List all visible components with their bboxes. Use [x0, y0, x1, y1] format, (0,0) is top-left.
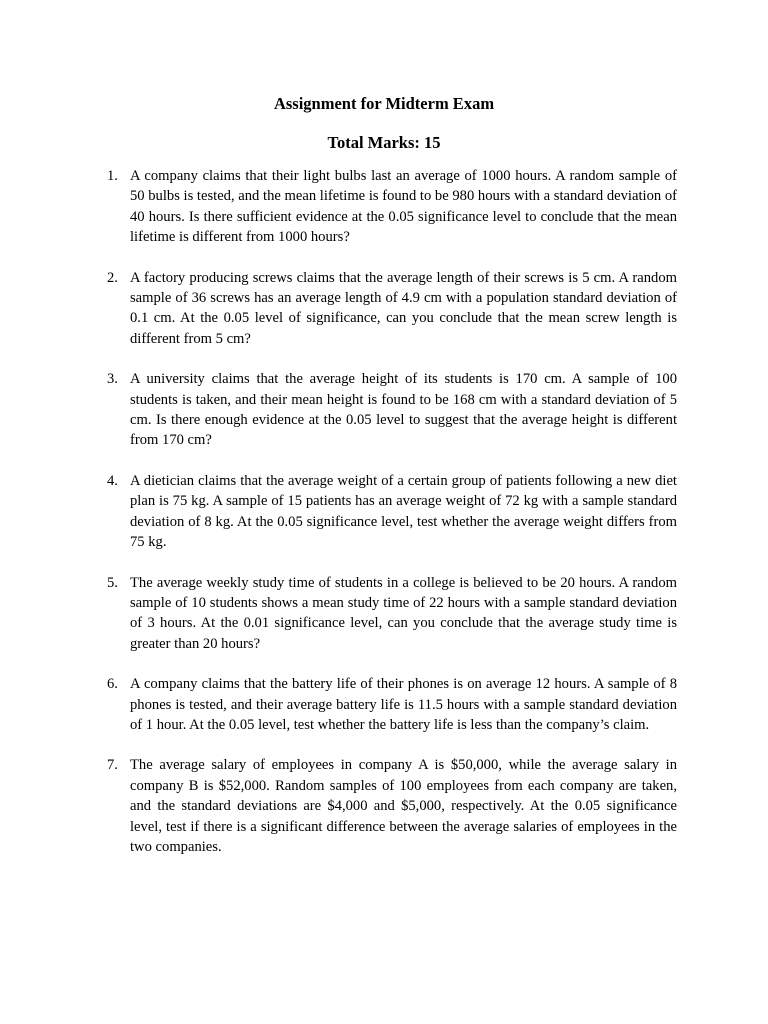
question-text: The average weekly study time of students in a college is believed to be 20 hours. A random sample of 10 students shows a mean study time of 22 hours with a sample standard deviation of 3 hours. At the 0.01 significance level, can you conclude that the average study time is greater than 20 hours? [130, 574, 677, 652]
question-number: 5. [107, 574, 118, 591]
question-item [0, 755, 768, 857]
document-title: Assignment for Midterm Exam [273, 94, 495, 113]
question-text: A company claims that the battery life of their phones is on average 12 hours. A sample of 8 phones is tested, and their average battery life is 11.5 hours with a sample standard deviation of 1 hour. At the 0.05 level, test whether the battery life is less than the company’s claim. [130, 676, 677, 733]
question-item [0, 369, 768, 451]
question-item [0, 471, 768, 553]
question-number: 4. [107, 472, 118, 489]
question-text: A university claims that the average height of its students is 170 cm. A sample of 100 students is taken, and their mean height is found to be 168 cm with a standard deviation of 5 cm. Is there enough evidence at the 0.05 level to suggest that the average height is different from 170 cm? [130, 371, 677, 449]
question-number: 6. [107, 676, 118, 693]
question-item [0, 674, 768, 735]
question-number: 7. [107, 757, 118, 774]
question-text: A company claims that their light bulbs last an average of 1000 hours. A random sample of 50 bulbs is tested, and the mean lifetime is found to be 980 hours with a standard deviation of 40 hours. Is there sufficient evidence at the 0.05 significance level to conclude that the mean lifetime is different from 1000 hours? [130, 168, 677, 246]
question-item [0, 166, 768, 248]
question-number: 3. [107, 371, 118, 388]
question-text: A dietician claims that the average weight of a certain group of patients following a new diet plan is 75 kg. A sample of 15 patients has an average weight of 72 kg with a sample standard deviation of 8 kg. At the 0.05 significance level, test whether the average weight differs from 75 kg. [130, 472, 677, 551]
total-marks-heading: Total Marks: 15 [327, 133, 441, 152]
question-item [0, 573, 768, 655]
question-number: 2. [107, 269, 118, 286]
question-text: A factory producing screws claims that the average length of their screws is 5 cm. A random sample of 36 screws has an average length of 4.9 cm with a population standard deviation of 0.1 cm. At the 0.05 level of significance, can you conclude that the mean screw length is different from 5 cm? [130, 269, 677, 347]
question-item [0, 268, 768, 350]
question-number: 1. [107, 168, 118, 184]
question-list [0, 166, 768, 877]
question-text: The average salary of employees in company A is $50,000, while the average salary in company B is $52,000. Random samples of 100 employees from each company are taken, and the standard deviations are $4,000 and $5,000, respectively. At the 0.05 significance level, test if there is a significant difference between the average salaries of employees in the two companies. [130, 757, 677, 855]
